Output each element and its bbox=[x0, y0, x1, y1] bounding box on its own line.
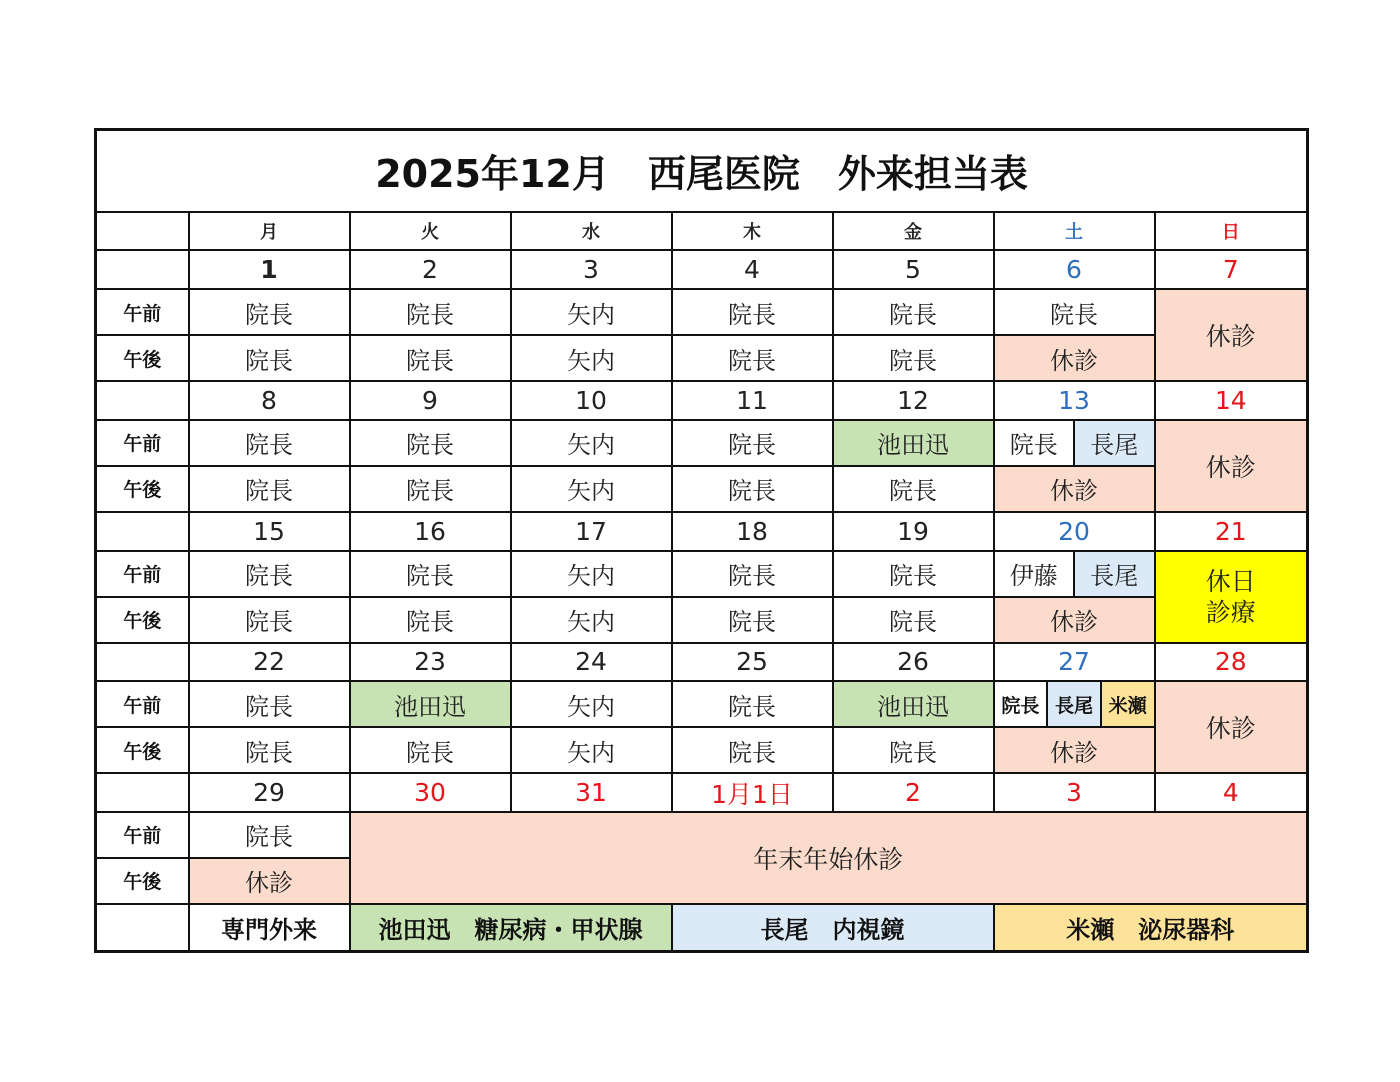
doctor-cell-ikeda: 池田迅 bbox=[350, 681, 511, 727]
split-doctor-cell bbox=[994, 420, 1155, 466]
doctor-cell: 院長 bbox=[672, 727, 833, 773]
closed-cell: 休診 bbox=[1155, 681, 1308, 773]
doctor-cell: 院長 bbox=[189, 289, 350, 335]
doctor-cell: 矢内 bbox=[511, 681, 672, 727]
date-cell: 2 bbox=[350, 250, 511, 289]
date-cell: 17 bbox=[511, 512, 672, 551]
doctor-cell: 院長 bbox=[672, 597, 833, 643]
closed-cell: 休診 bbox=[189, 858, 350, 904]
doctor-cell: 院長 bbox=[672, 681, 833, 727]
corner-cell bbox=[96, 212, 189, 251]
closed-cell: 休診 bbox=[1155, 420, 1308, 512]
date-cell: 9 bbox=[350, 381, 511, 420]
date-cell: 25 bbox=[672, 643, 833, 682]
date-cell: 15 bbox=[189, 512, 350, 551]
date-cell: 3 bbox=[511, 250, 672, 289]
doctor-cell: 院長 bbox=[189, 420, 350, 466]
date-cell: 19 bbox=[833, 512, 994, 551]
date-row bbox=[96, 773, 1308, 812]
am-row bbox=[96, 551, 1308, 597]
date-row bbox=[96, 512, 1308, 551]
doctor-cell: 院長 bbox=[1009, 431, 1058, 460]
date-cell: 1 bbox=[189, 250, 350, 289]
am-row bbox=[96, 289, 1308, 335]
specialty-footer-row bbox=[96, 904, 1308, 952]
doctor-cell: 院長 bbox=[1001, 694, 1040, 717]
date-cell: 1月1日 bbox=[672, 773, 833, 812]
closed-cell: 休診 bbox=[994, 597, 1155, 643]
date-cell: 28 bbox=[1155, 643, 1308, 682]
doctor-cell-yonese: 米瀬 bbox=[1100, 682, 1154, 726]
doctor-cell-ikeda: 池田迅 bbox=[833, 681, 994, 727]
closed-cell: 休診 bbox=[1155, 289, 1308, 381]
am-label: 午前 bbox=[96, 420, 189, 466]
date-cell: 2 bbox=[833, 773, 994, 812]
pm-label: 午後 bbox=[96, 597, 189, 643]
date-cell: 14 bbox=[1155, 381, 1308, 420]
date-cell: 12 bbox=[833, 381, 994, 420]
outpatient-schedule-table bbox=[94, 128, 1309, 953]
closed-cell: 休診 bbox=[994, 727, 1155, 773]
doctor-cell: 院長 bbox=[833, 597, 994, 643]
specialty-nagao: 長尾 内視鏡 bbox=[672, 904, 994, 952]
closed-cell: 休診 bbox=[994, 335, 1155, 381]
date-cell: 22 bbox=[189, 643, 350, 682]
weekday-thu: 木 bbox=[672, 212, 833, 251]
doctor-cell: 矢内 bbox=[511, 289, 672, 335]
doctor-cell: 院長 bbox=[833, 551, 994, 597]
doctor-cell: 伊藤 bbox=[1009, 562, 1058, 591]
am-label: 午前 bbox=[96, 551, 189, 597]
doctor-cell: 院長 bbox=[833, 335, 994, 381]
pm-row bbox=[96, 335, 1308, 381]
date-cell: 3 bbox=[994, 773, 1155, 812]
holiday-clinic-cell bbox=[1155, 551, 1308, 643]
date-cell: 5 bbox=[833, 250, 994, 289]
date-cell: 20 bbox=[994, 512, 1155, 551]
am-label: 午前 bbox=[96, 289, 189, 335]
weekday-mon: 月 bbox=[189, 212, 350, 251]
pm-row bbox=[96, 597, 1308, 643]
pm-row bbox=[96, 466, 1308, 512]
date-cell: 10 bbox=[511, 381, 672, 420]
doctor-cell: 院長 bbox=[350, 466, 511, 512]
weekday-sat: 土 bbox=[994, 212, 1155, 251]
date-cell: 11 bbox=[672, 381, 833, 420]
am-label: 午前 bbox=[96, 812, 189, 858]
doctor-cell-nagao: 長尾 bbox=[1073, 552, 1154, 596]
closed-cell: 休診 bbox=[994, 466, 1155, 512]
date-row bbox=[96, 250, 1308, 289]
doctor-cell: 院長 bbox=[189, 681, 350, 727]
doctor-cell: 院長 bbox=[350, 597, 511, 643]
weekday-sun: 日 bbox=[1155, 212, 1308, 251]
am-row bbox=[96, 681, 1308, 727]
doctor-cell: 院長 bbox=[189, 597, 350, 643]
weekday-tue: 火 bbox=[350, 212, 511, 251]
doctor-cell: 院長 bbox=[189, 551, 350, 597]
date-cell: 31 bbox=[511, 773, 672, 812]
specialty-label: 専門外来 bbox=[189, 904, 350, 952]
split-doctor-cell bbox=[994, 551, 1155, 597]
doctor-cell: 院長 bbox=[189, 812, 350, 858]
specialty-ikeda: 池田迅 糖尿病・甲状腺 bbox=[350, 904, 672, 952]
date-cell: 16 bbox=[350, 512, 511, 551]
split-doctor-cell bbox=[994, 681, 1155, 727]
doctor-cell: 矢内 bbox=[511, 551, 672, 597]
doctor-cell: 院長 bbox=[672, 420, 833, 466]
doctor-cell: 院長 bbox=[350, 551, 511, 597]
doctor-cell: 院長 bbox=[672, 466, 833, 512]
date-cell: 4 bbox=[672, 250, 833, 289]
doctor-cell: 院長 bbox=[833, 727, 994, 773]
weekday-wed: 水 bbox=[511, 212, 672, 251]
date-cell: 30 bbox=[350, 773, 511, 812]
doctor-cell: 院長 bbox=[350, 420, 511, 466]
doctor-cell: 矢内 bbox=[511, 466, 672, 512]
doctor-cell: 院長 bbox=[672, 289, 833, 335]
doctor-cell: 院長 bbox=[189, 335, 350, 381]
date-cell: 7 bbox=[1155, 250, 1308, 289]
date-cell: 24 bbox=[511, 643, 672, 682]
doctor-cell: 矢内 bbox=[511, 335, 672, 381]
specialty-yonese: 米瀬 泌尿器科 bbox=[994, 904, 1308, 952]
doctor-cell-nagao: 長尾 bbox=[1073, 421, 1154, 465]
date-cell: 26 bbox=[833, 643, 994, 682]
doctor-cell: 院長 bbox=[350, 289, 511, 335]
holiday-line-1: 休日 bbox=[1205, 566, 1256, 596]
am-label: 午前 bbox=[96, 681, 189, 727]
doctor-cell-ikeda: 池田迅 bbox=[833, 420, 994, 466]
doctor-cell: 矢内 bbox=[511, 420, 672, 466]
doctor-cell: 院長 bbox=[672, 551, 833, 597]
doctor-cell: 院長 bbox=[833, 466, 994, 512]
doctor-cell: 院長 bbox=[189, 727, 350, 773]
pm-label: 午後 bbox=[96, 858, 189, 904]
date-cell: 6 bbox=[994, 250, 1155, 289]
newyear-closed-cell: 年末年始休診 bbox=[350, 812, 1308, 904]
doctor-cell: 矢内 bbox=[511, 727, 672, 773]
date-cell: 18 bbox=[672, 512, 833, 551]
am-row bbox=[96, 812, 1308, 858]
weekday-header-row bbox=[96, 212, 1308, 251]
weekday-fri: 金 bbox=[833, 212, 994, 251]
doctor-cell: 院長 bbox=[189, 466, 350, 512]
doctor-cell: 院長 bbox=[994, 289, 1155, 335]
date-cell: 21 bbox=[1155, 512, 1308, 551]
doctor-cell: 矢内 bbox=[511, 597, 672, 643]
date-cell: 23 bbox=[350, 643, 511, 682]
doctor-cell-nagao: 長尾 bbox=[1046, 682, 1100, 726]
pm-label: 午後 bbox=[96, 727, 189, 773]
pm-label: 午後 bbox=[96, 466, 189, 512]
pm-row bbox=[96, 727, 1308, 773]
date-cell: 4 bbox=[1155, 773, 1308, 812]
doctor-cell: 院長 bbox=[833, 289, 994, 335]
date-cell: 27 bbox=[994, 643, 1155, 682]
date-cell: 8 bbox=[189, 381, 350, 420]
date-row bbox=[96, 643, 1308, 682]
doctor-cell: 院長 bbox=[672, 335, 833, 381]
am-row bbox=[96, 420, 1308, 466]
doctor-cell: 院長 bbox=[350, 335, 511, 381]
date-row bbox=[96, 381, 1308, 420]
holiday-line-2: 診療 bbox=[1205, 597, 1256, 627]
date-cell: 29 bbox=[189, 773, 350, 812]
doctor-cell: 院長 bbox=[350, 727, 511, 773]
page-title: 2025年12月 西尾医院 外来担当表 bbox=[96, 130, 1308, 212]
pm-label: 午後 bbox=[96, 335, 189, 381]
date-cell: 13 bbox=[994, 381, 1155, 420]
